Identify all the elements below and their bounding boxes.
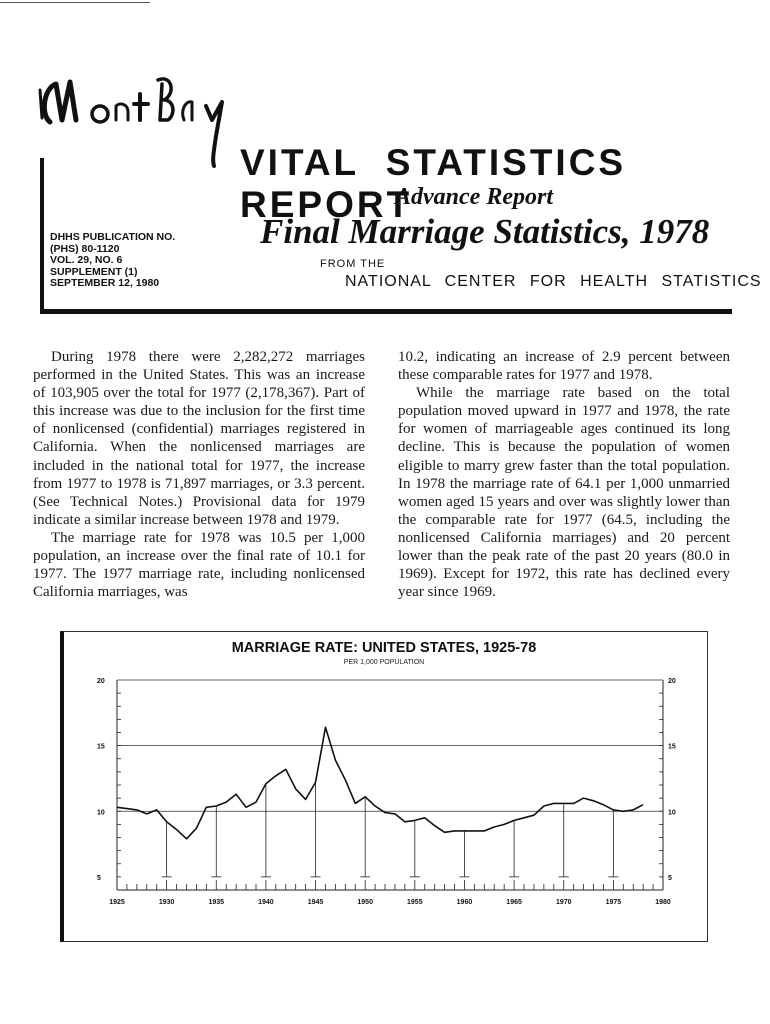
x-tick-label: 1945 — [307, 899, 324, 906]
masthead-left-bar — [40, 158, 44, 313]
x-tick-label: 1980 — [655, 899, 671, 906]
y-tick-label-right: 15 — [668, 743, 676, 751]
y-tick-label-right: 20 — [668, 678, 676, 685]
series-line-marriage-rate — [117, 727, 643, 839]
publication-info-line: SUPPLEMENT (1) — [50, 265, 138, 278]
from-the-label: FROM THE — [320, 258, 386, 270]
top-rule — [0, 2, 150, 3]
x-tick-label: 1925 — [109, 899, 125, 906]
publication-info — [50, 232, 175, 290]
publication-info-line: SEPTEMBER 12, 1980 — [50, 277, 160, 289]
publication-info-line: VOL. 29, NO. 6 — [50, 254, 123, 266]
y-tick-label-left: 10 — [97, 809, 105, 817]
marriage-rate-chart — [60, 668, 708, 933]
advance-report-subtitle: Advance Report — [395, 184, 553, 210]
report-series-title: VITAL STATISTICS REPORT — [240, 142, 627, 225]
masthead-bottom-rule — [40, 309, 732, 314]
x-tick-label: 1975 — [605, 899, 622, 906]
chart-title: MARRIAGE RATE: UNITED STATES, 1925-78 — [231, 640, 537, 656]
body-paragraph: While the marriage rate based on the total population moved upward in 1977 and 1978, the rate for women of marriageable ages continued its long decline. This is because the population of women eligible to marry grew faster than the total population. In 1978 the marriage rate of 64.1 per 1,000 unmarried women aged 15 years and over was slightly lower than the comparable rate for 1977 (64.5, including the nonlicensed California marriages) and 20 percent lower than the peak rate of the past 20 years (80.0 in 1969). Except for 1972, this rate has declined every year since 1969. — [398, 385, 730, 601]
agency-name: NATIONAL CENTER FOR HEALTH STATISTICS — [345, 273, 762, 290]
x-tick-label: 1970 — [555, 899, 572, 906]
x-tick-label: 1930 — [158, 899, 175, 906]
y-tick-label-left: 15 — [97, 743, 105, 751]
x-tick-label: 1935 — [208, 899, 225, 906]
monthly-script-logo — [36, 70, 246, 170]
body-paragraph: 10.2, indicating an increase of 2.9 percent between these comparable rates for 1977 and 1978. — [398, 349, 730, 384]
body-paragraph: During 1978 there were 2,282,272 marriages performed in the United States. This was an increase of 103,905 over the total for 1977 (2,178,367). Part of this increase was due to the inclusion for the first time of nonlicensed (confidential) marriages registered in California. When the nonlicensed marriages are included in the national total for 1977, the increase from 1977 to 1978 is 71,897 marriages, or 3.3 percent. (See Technical Notes.) Provisional data for 1979 indicate a similar increase between 1978 and 1979. — [33, 349, 365, 528]
x-tick-label: 1950 — [357, 899, 373, 906]
body-paragraph: The marriage rate for 1978 was 10.5 per 1,000 population, an increase over the final rate of 10.1 for 1977. The 1977 marriage rate, including nonlicensed California marriages, was — [33, 529, 365, 601]
body-column-left — [33, 348, 365, 601]
report-main-title: Final Marriage Statistics, 1978 — [260, 212, 710, 251]
publication-info-line: DHHS PUBLICATION NO. — [50, 231, 176, 243]
x-tick-label: 1940 — [258, 899, 274, 906]
y-tick-label-right: 10 — [668, 809, 676, 817]
chart-subtitle: PER 1,000 POPULATION — [343, 659, 425, 666]
body-column-right — [398, 348, 730, 601]
x-tick-label: 1955 — [407, 899, 423, 906]
y-tick-label-right: 5 — [668, 874, 672, 882]
x-tick-label: 1965 — [506, 899, 522, 906]
y-tick-label-left: 5 — [97, 874, 101, 882]
x-tick-label: 1960 — [456, 899, 473, 906]
y-tick-label-left: 20 — [97, 678, 105, 685]
publication-info-line: (PHS) 80-1120 — [50, 242, 120, 255]
